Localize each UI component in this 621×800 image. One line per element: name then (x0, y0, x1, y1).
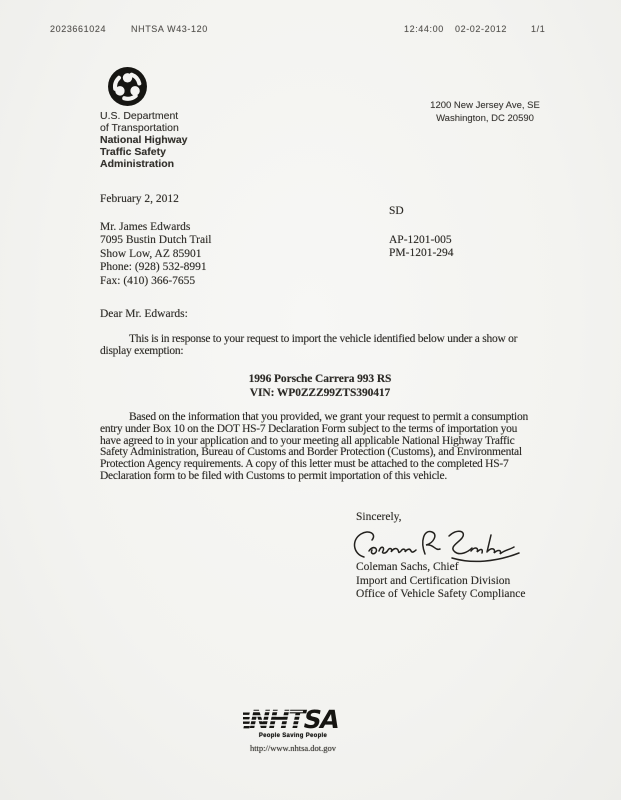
agency-line2: Traffic Safety (100, 146, 166, 158)
paragraph-2-line6: Declaration form to be filed with Customs to permit importation of this vehicle. (100, 469, 447, 482)
fax-date: 02-02-2012 (455, 24, 508, 34)
signer-office: Office of Vehicle Safety Compliance (356, 588, 526, 600)
agency-line1: National Highway (100, 134, 188, 146)
reference-office-code: SD (389, 205, 404, 217)
fax-page-count: 1/1 (531, 24, 546, 34)
dept-line2: of Transportation (100, 122, 179, 134)
letterhead-department (100, 110, 188, 170)
letterhead-address (420, 99, 550, 125)
paragraph-1-line2: display exemption: (100, 344, 184, 357)
closing: Sincerely, (356, 511, 402, 523)
reference-case1: AP-1201-005 (389, 234, 452, 246)
fax-time: 12:44:00 (404, 24, 444, 34)
paragraph-2 (100, 412, 528, 483)
recipient-address2: Show Low, AZ 85901 (100, 247, 202, 260)
reference-case2: PM-1201-294 (389, 247, 454, 260)
paragraph-2-line5: Protection Agency requirements. A copy of this letter must be attached to the completed HS-7 (100, 458, 509, 471)
recipient-block (100, 221, 212, 288)
nhtsa-tagline: People Saving People (258, 733, 328, 739)
recipient-name: Mr. James Edwards (100, 221, 191, 233)
agency-line3: Administration (100, 158, 175, 170)
us-dot-logo-icon (107, 66, 148, 107)
address-line2: Washington, DC 20590 (436, 113, 534, 124)
address-line1: 1200 New Jersey Ave, SE (430, 100, 540, 111)
paragraph-2-line2: entry under Box 10 on the DOT HS-7 Declaration Form subject to the terms of importation you (100, 422, 518, 435)
vehicle-identification (100, 373, 540, 400)
paragraph-2-line4: Safety Administration, Bureau of Customs and Border Protection (Customs), and Environmental (100, 446, 522, 459)
letter-date: February 2, 2012 (100, 193, 179, 205)
paragraph-1 (100, 334, 517, 358)
paragraph-1-line1: This is in response to your request to import the vehicle identified below under a show or (129, 333, 518, 345)
paragraph-2-line1: Based on the information that you provided, we grant your request to permit a consumption (129, 411, 529, 423)
reference-case-numbers (389, 234, 454, 261)
paragraph-2-line3: have agreed to in your application and to your meeting all applicable National Highway Traffic (100, 434, 515, 447)
fax-station-id: 2023661024 (50, 24, 107, 34)
signer-block (356, 561, 525, 602)
svg-text:NHTSA: NHTSA (246, 705, 342, 734)
vehicle-model: 1996 Porsche Carrera 993 RS (248, 373, 392, 385)
salutation: Dear Mr. Edwards: (100, 308, 188, 320)
recipient-phone: Phone: (928) 532-8991 (100, 261, 207, 274)
signer-name-title: Coleman Sachs, Chief (356, 561, 459, 573)
dept-line1: U.S. Department (100, 110, 179, 122)
recipient-address1: 7095 Bustin Dutch Trail (100, 234, 212, 247)
vehicle-vin: VIN: WP0ZZZ99ZTS390417 (249, 386, 391, 399)
recipient-fax: Fax: (410) 366-7655 (100, 274, 196, 287)
signer-division: Import and Certification Division (356, 574, 511, 587)
nhtsa-logo-icon (243, 702, 348, 734)
nhtsa-url: http://www.nhtsa.dot.gov (249, 743, 337, 753)
fax-machine-id: NHTSA W43-120 (131, 24, 208, 34)
